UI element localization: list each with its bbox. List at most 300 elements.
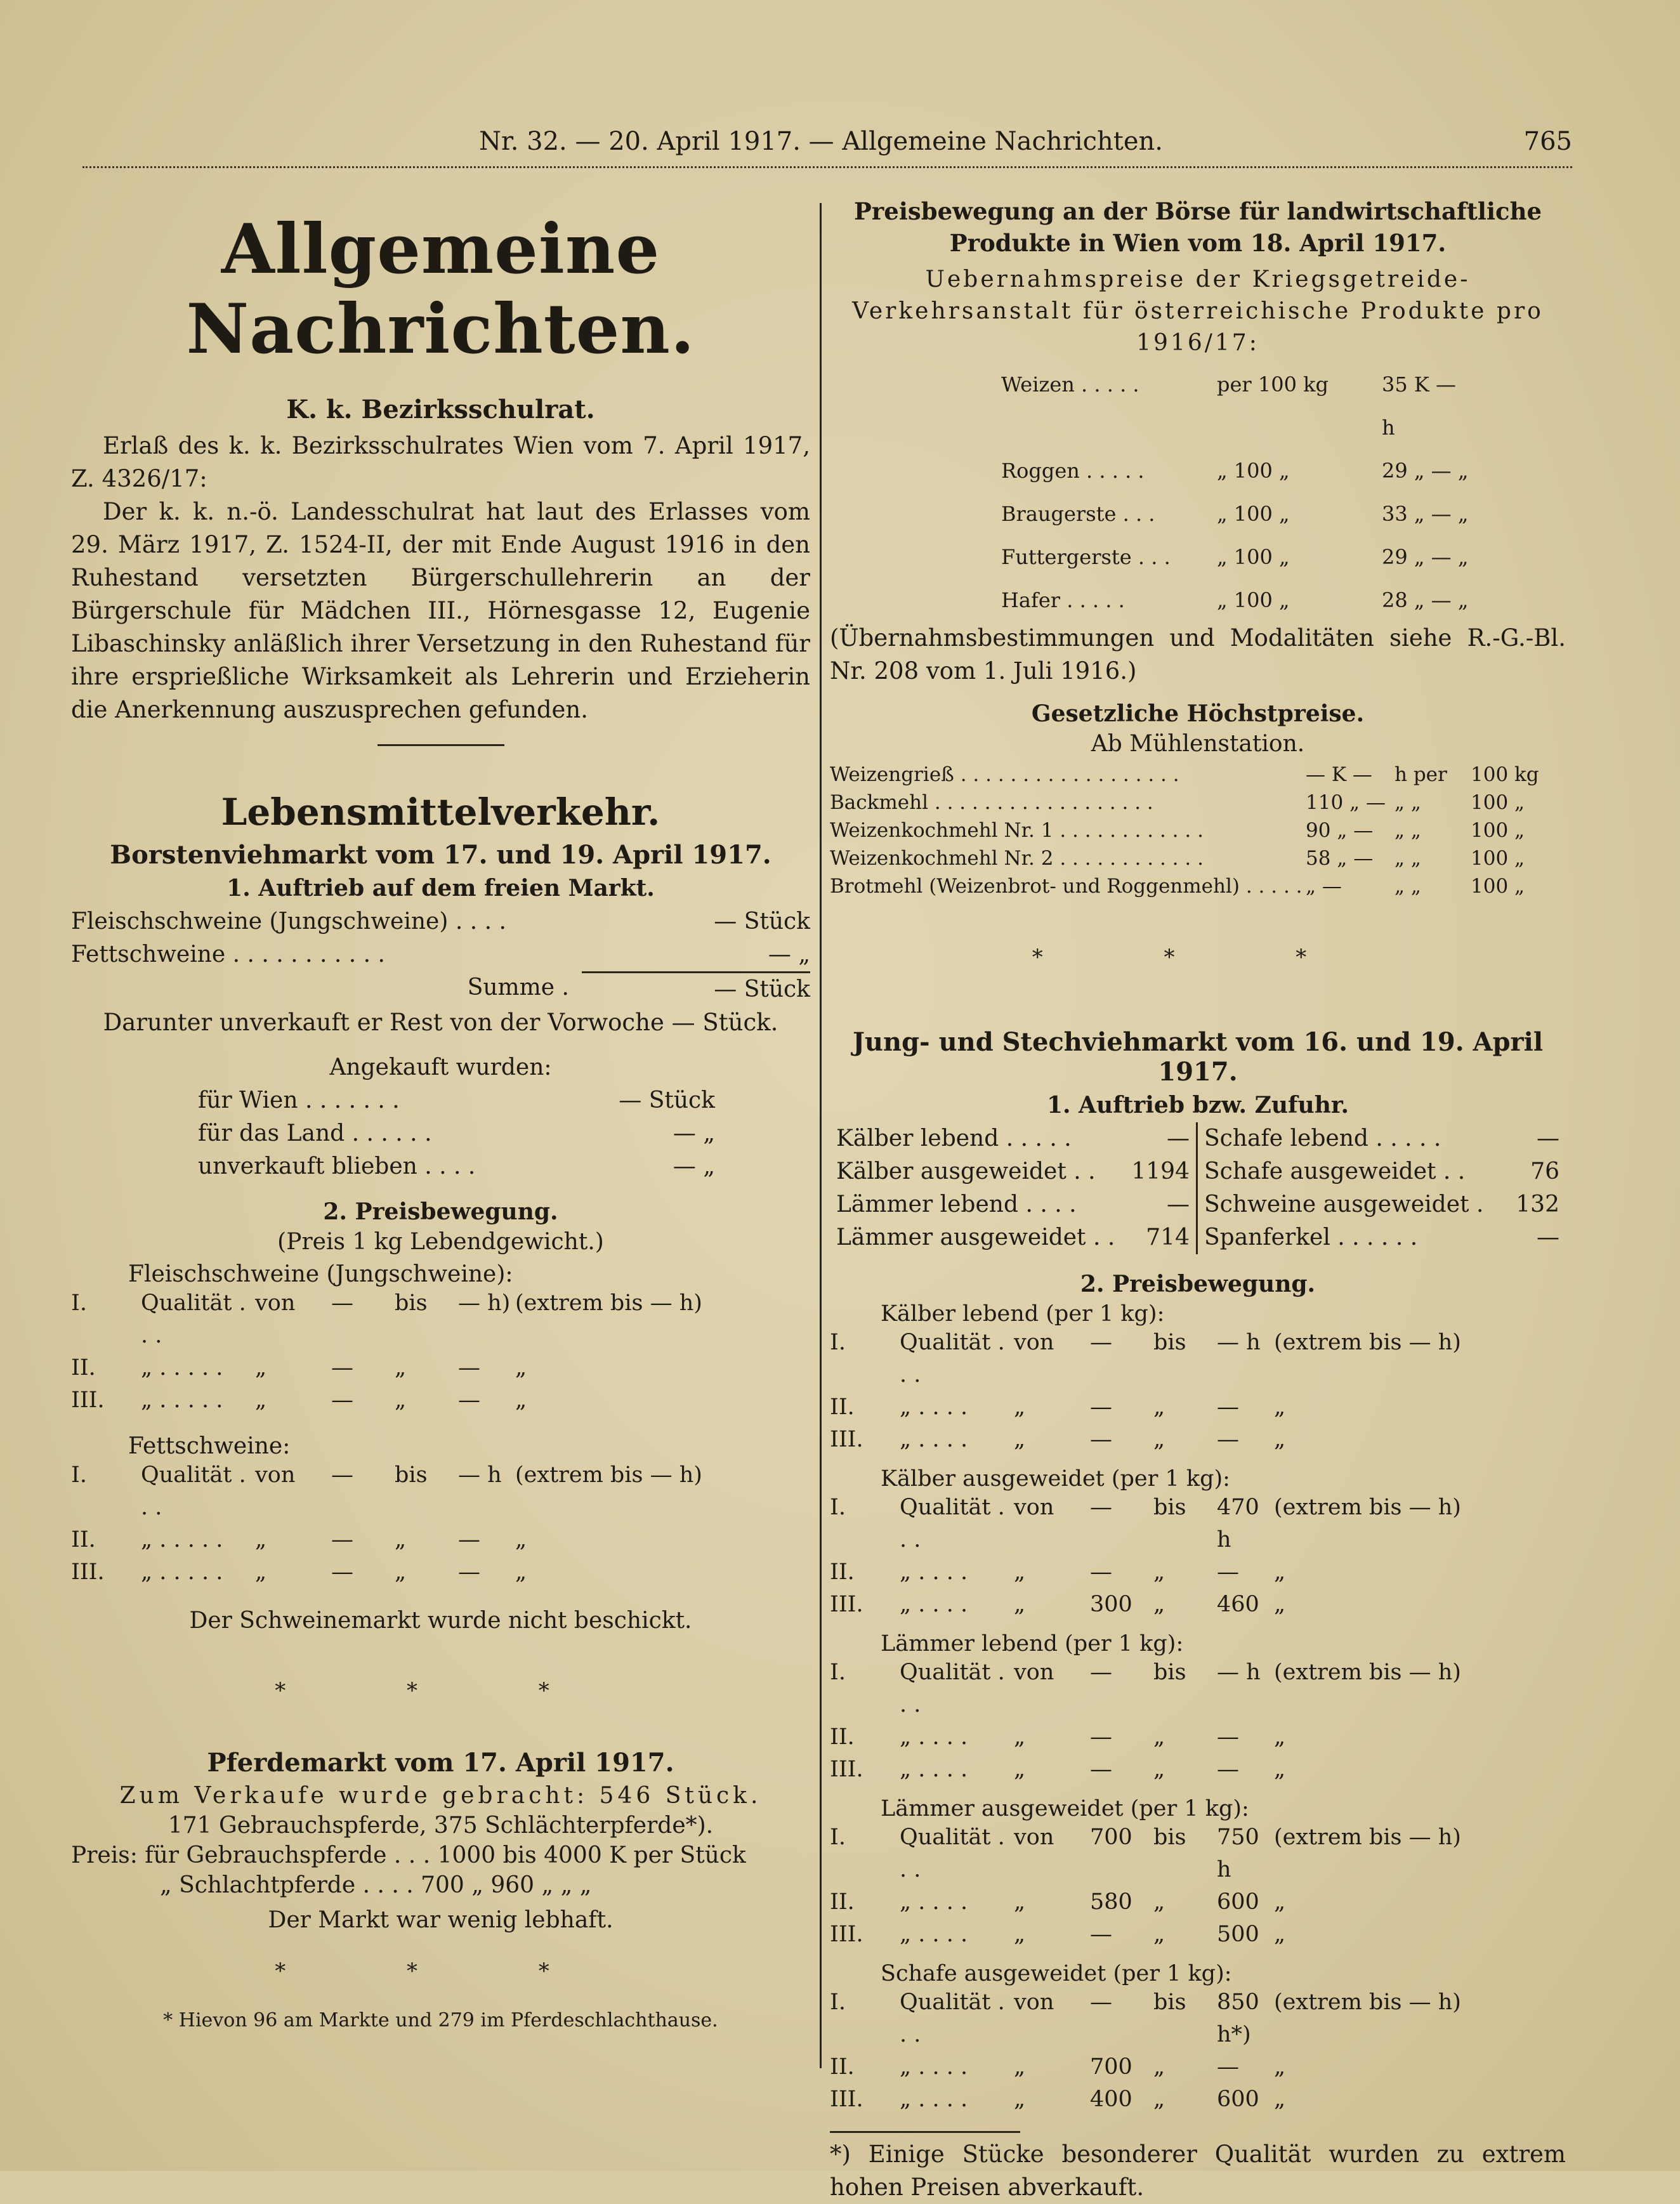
table-cell: „ . . . . bbox=[900, 2087, 968, 2112]
group-title: Kälber lebend (per 1 kg): bbox=[881, 1301, 1165, 1327]
table-cell: — h bbox=[1217, 1330, 1261, 1355]
table-row bbox=[830, 2083, 1566, 2116]
table-cell: — bbox=[458, 1387, 480, 1413]
table-cell: 110 „ — bbox=[1306, 791, 1386, 814]
table-cell: „ bbox=[1014, 1559, 1026, 1585]
table-cell: „ bbox=[1274, 1592, 1286, 1617]
table-row bbox=[830, 1155, 1198, 1188]
price-group bbox=[830, 1961, 1566, 2116]
table-cell: von bbox=[1014, 1495, 1054, 1520]
table-cell: (extrem bis — h) bbox=[1274, 1495, 1461, 1520]
table-cell: (extrem bis — h) bbox=[1274, 1660, 1461, 1685]
table-row bbox=[830, 1221, 1198, 1254]
table-cell: „ bbox=[395, 1387, 407, 1413]
erlass-body: Der k. k. n.-ö. Landesschulrat hat laut des Erlasses vom 29. März 1917, Z. 1524-II, der mit Ende August 1916 in den Ruhestand versetzten Bürgerschullehrerin an der Bürgerschule für Mädchen III., Hörnesgasse 12, Eugenie Libaschinsky anläßlich ihrer Versetzung in den Ruhestand für ihre ersprießliche Wirksamkeit als Lehrerin und Erzieherin die Anerkennung auszusprechen gefunden. bbox=[71, 498, 810, 723]
pferd-preis2: „ Schlachtpferde . . . . 700 „ 960 „ „ „ bbox=[160, 1872, 592, 1898]
table-cell: „ bbox=[1014, 2054, 1026, 2080]
table-row bbox=[1198, 1221, 1566, 1254]
table-cell: „ bbox=[1153, 1559, 1165, 1585]
table-cell: 100 kg bbox=[1471, 763, 1539, 786]
price-group bbox=[830, 1466, 1566, 1621]
table-cell: 750 h bbox=[1217, 1825, 1259, 1882]
table-cell: — bbox=[331, 1527, 353, 1552]
table-cell: — bbox=[331, 1290, 353, 1316]
table-cell: 470 h bbox=[1217, 1495, 1259, 1552]
table-cell: „ bbox=[1274, 2087, 1286, 2112]
table-cell: 76 bbox=[1530, 1158, 1559, 1184]
table-cell: bis bbox=[1153, 1990, 1186, 2015]
table-cell: „ . . . . . bbox=[141, 1355, 223, 1381]
table-cell: 100 „ bbox=[1471, 875, 1525, 898]
preis-subheading: (Preis 1 kg Lebendgewicht.) bbox=[277, 1229, 604, 1255]
main-title: Allgemeine Nachrichten. bbox=[186, 209, 695, 369]
table-cell: bis bbox=[395, 1462, 428, 1488]
table-cell: unverkauft blieben . . . . bbox=[198, 1153, 476, 1179]
table-cell: 29 „ — „ bbox=[1382, 545, 1469, 569]
table-cell: Qualität . . . bbox=[900, 1990, 1005, 2047]
table-cell: „ bbox=[1153, 1592, 1165, 1617]
table-cell: Summe . bbox=[467, 974, 569, 1000]
table-cell: „ bbox=[1274, 2054, 1286, 2080]
table-cell: Kälber lebend . . . . . bbox=[836, 1125, 1072, 1151]
table-cell: bis bbox=[1153, 1495, 1186, 1520]
table-cell: — Stück bbox=[714, 908, 810, 935]
table-cell: III. bbox=[830, 2087, 863, 2112]
table-cell: — bbox=[1217, 1427, 1239, 1452]
table-cell: Kälber ausgeweidet . . bbox=[836, 1158, 1096, 1184]
group-table bbox=[830, 1821, 1566, 1951]
table-cell: „ bbox=[395, 1527, 407, 1552]
erlass-intro: Erlaß des k. k. Bezirksschulrates Wien vom 7. April 1917, Z. 4326/17: bbox=[71, 432, 810, 492]
price-group bbox=[830, 1301, 1566, 1456]
table-row bbox=[830, 761, 1566, 789]
table-cell: — bbox=[1537, 1224, 1559, 1250]
table-cell: 580 bbox=[1090, 1889, 1132, 1915]
table-cell: III. bbox=[71, 1559, 105, 1585]
mill-table bbox=[830, 761, 1566, 900]
table-cell: — bbox=[1090, 1330, 1112, 1355]
table-cell: III. bbox=[830, 1427, 863, 1452]
table-cell: Roggen . . . . . bbox=[1001, 459, 1145, 483]
table-cell: — bbox=[1090, 1990, 1112, 2015]
table-cell: II. bbox=[830, 1889, 855, 1915]
table-cell: — bbox=[1090, 1394, 1112, 1420]
table-cell: „ bbox=[1014, 1394, 1026, 1420]
table-cell: — „ bbox=[673, 1153, 715, 1179]
group-title: Lämmer ausgeweidet (per 1 kg): bbox=[881, 1796, 1249, 1821]
table-cell: — K — bbox=[1306, 763, 1372, 786]
table-cell: II. bbox=[830, 1559, 855, 1585]
auftrieb-list bbox=[71, 905, 810, 1006]
table-cell: „ „ bbox=[1395, 819, 1421, 842]
table-cell: I. bbox=[71, 1290, 87, 1316]
table-cell: — bbox=[1090, 1724, 1112, 1750]
table-cell: I. bbox=[830, 1825, 846, 1850]
table-cell: — bbox=[458, 1559, 480, 1585]
table-cell: 700 bbox=[1090, 2054, 1132, 2080]
table-cell: für das Land . . . . . . bbox=[198, 1120, 432, 1146]
auftrieb-heading: 1. Auftrieb auf dem freien Markt. bbox=[226, 875, 655, 902]
table-cell: — bbox=[1217, 2054, 1239, 2080]
price-group bbox=[830, 1796, 1566, 1951]
table-cell: „ bbox=[515, 1387, 527, 1413]
table-cell: „ bbox=[1153, 1427, 1165, 1452]
footnote-rule bbox=[830, 2131, 1020, 2133]
table-row bbox=[830, 1556, 1566, 1589]
table-cell: „ . . . . bbox=[900, 1922, 968, 1947]
table-cell: „ bbox=[1153, 1724, 1165, 1750]
group-table bbox=[830, 1656, 1566, 1786]
table-cell: „ . . . . bbox=[900, 1724, 968, 1750]
table-cell: „ bbox=[1153, 1757, 1165, 1782]
table-cell: 460 bbox=[1217, 1592, 1259, 1617]
table-cell: II. bbox=[830, 2054, 855, 2080]
table-cell: 700 bbox=[1090, 1825, 1132, 1850]
page-number: 765 bbox=[1523, 127, 1572, 156]
table-cell: „ . . . . bbox=[900, 1559, 968, 1585]
table-row bbox=[71, 1287, 810, 1352]
list-item bbox=[71, 971, 810, 1006]
table-cell: „ bbox=[1274, 1427, 1286, 1452]
table-cell: „ bbox=[1014, 1427, 1026, 1452]
table-cell: bis bbox=[395, 1290, 428, 1316]
table-row bbox=[1198, 1188, 1566, 1221]
table-cell: Qualität . . . bbox=[141, 1462, 246, 1520]
table-cell: (extrem bis — h) bbox=[515, 1290, 702, 1316]
table-cell: „ bbox=[395, 1559, 407, 1585]
table-cell: „ bbox=[1014, 1889, 1026, 1915]
lebensmittel-heading: Lebensmittelverkehr. bbox=[221, 790, 660, 834]
table-cell: — bbox=[458, 1355, 480, 1381]
pferd-note: Der Markt war wenig lebhaft. bbox=[268, 1907, 614, 1933]
table-cell: II. bbox=[71, 1355, 96, 1381]
table-cell: „ . . . . bbox=[900, 2054, 968, 2080]
table-row bbox=[830, 1656, 1566, 1721]
table-cell: 600 bbox=[1217, 1889, 1259, 1915]
table-cell: „ 100 „ bbox=[1217, 502, 1290, 526]
table-row bbox=[830, 1188, 1198, 1221]
table-row bbox=[1001, 449, 1566, 492]
table-cell: „ . . . . bbox=[900, 1889, 968, 1915]
table-cell: „ bbox=[1153, 1394, 1165, 1420]
table-cell: — h bbox=[1217, 1660, 1261, 1685]
table-row bbox=[71, 1459, 810, 1524]
table-cell: III. bbox=[830, 1757, 863, 1782]
table-cell: Brotmehl (Weizenbrot- und Roggenmehl) . . . . . bbox=[830, 875, 1303, 898]
group-title: Kälber ausgeweidet (per 1 kg): bbox=[881, 1466, 1230, 1492]
table-cell: Schweine ausgeweidet . bbox=[1204, 1191, 1484, 1217]
fleisch-table bbox=[71, 1287, 810, 1417]
table-cell: „ — bbox=[1306, 875, 1342, 898]
table-cell: „ bbox=[1153, 2054, 1165, 2080]
table-cell: Qualität . . . bbox=[141, 1290, 246, 1348]
table-cell: „ „ bbox=[1395, 875, 1421, 898]
table-cell: „ bbox=[255, 1387, 267, 1413]
table-cell: — bbox=[331, 1462, 353, 1488]
table-cell: „ bbox=[255, 1355, 267, 1381]
table-cell: bis bbox=[1153, 1330, 1186, 1355]
footnote: * Hievon 96 am Markte und 279 im Pferdeschlachthause. bbox=[163, 2009, 718, 2031]
table-cell: — bbox=[331, 1559, 353, 1585]
jungvieh-heading: Jung- und Stechviehmarkt vom 16. und 19. April 1917. bbox=[852, 1027, 1544, 1087]
table-cell: „ bbox=[1153, 1889, 1165, 1915]
table-cell: „ bbox=[1274, 1757, 1286, 1782]
table-cell: I. bbox=[830, 1990, 846, 2015]
table-cell: Hafer . . . . . bbox=[1001, 588, 1125, 612]
table-cell: 100 „ bbox=[1471, 819, 1525, 842]
table-row bbox=[830, 1327, 1566, 1391]
table-cell: „ 100 „ bbox=[1217, 545, 1290, 569]
table-cell: von bbox=[255, 1462, 296, 1488]
rest-line: Darunter unverkauft er Rest von der Vorwoche — Stück. bbox=[103, 1009, 778, 1036]
table-cell: „ bbox=[1274, 1724, 1286, 1750]
table-cell: (extrem bis — h) bbox=[515, 1462, 702, 1488]
table-cell: Backmehl . . . . . . . . . . . . . . . . . . bbox=[830, 791, 1153, 814]
table-cell: — h bbox=[458, 1462, 502, 1488]
table-cell: Spanferkel . . . . . . bbox=[1204, 1224, 1418, 1250]
pferd-line2: 171 Gebrauchspferde, 375 Schlächterpferde*). bbox=[167, 1813, 714, 1839]
table-cell: „ bbox=[255, 1559, 267, 1585]
group-title: Lämmer lebend (per 1 kg): bbox=[881, 1631, 1184, 1656]
table-row bbox=[830, 1754, 1566, 1786]
group-table bbox=[830, 1327, 1566, 1456]
table-cell: „ bbox=[395, 1355, 407, 1381]
table-row bbox=[71, 1352, 810, 1384]
table-cell: „ . . . . bbox=[900, 1394, 968, 1420]
table-cell: I. bbox=[830, 1495, 846, 1520]
table-cell: 300 bbox=[1090, 1592, 1132, 1617]
table-row bbox=[71, 1524, 810, 1556]
table-cell: 100 „ bbox=[1471, 791, 1525, 814]
table-cell: 29 „ — „ bbox=[1382, 459, 1469, 483]
angekauft-list bbox=[71, 1084, 810, 1183]
table-row bbox=[830, 1424, 1566, 1456]
list-item bbox=[198, 1117, 715, 1150]
table-cell: (extrem bis — h) bbox=[1274, 1330, 1461, 1355]
table-cell: „ 100 „ bbox=[1217, 459, 1290, 483]
table-cell: — bbox=[458, 1527, 480, 1552]
table-cell: — bbox=[1167, 1191, 1190, 1217]
schweinemarkt-note: Der Schweinemarkt wurde nicht beschickt. bbox=[189, 1608, 692, 1634]
table-cell: „ bbox=[1014, 1724, 1026, 1750]
table-cell: 850 h*) bbox=[1217, 1990, 1259, 2047]
table-cell: Weizen . . . . . bbox=[1001, 372, 1139, 397]
group-table bbox=[830, 1492, 1566, 1621]
table-cell: 33 „ — „ bbox=[1382, 502, 1469, 526]
table-cell: — Stück bbox=[582, 971, 810, 1006]
table-row bbox=[830, 1391, 1566, 1424]
table-row bbox=[830, 1589, 1566, 1621]
table-cell: — h) bbox=[458, 1290, 511, 1316]
table-cell: bis bbox=[1153, 1660, 1186, 1685]
angekauft-heading: Angekauft wurden: bbox=[329, 1054, 552, 1080]
table-cell: „ . . . . . bbox=[141, 1387, 223, 1413]
table-cell: — „ bbox=[768, 941, 810, 968]
list-item bbox=[71, 938, 810, 971]
footnote: *) Einige Stücke besonderer Qualität wurden zu extrem hohen Preisen abverkauft. bbox=[830, 2141, 1566, 2201]
table-row bbox=[830, 1721, 1566, 1754]
table-row bbox=[1001, 492, 1566, 535]
table-row bbox=[1001, 579, 1566, 622]
table-cell: I. bbox=[830, 1660, 846, 1685]
table-cell: Qualität . . . bbox=[900, 1495, 1005, 1552]
table-cell: „ . . . . . bbox=[141, 1527, 223, 1552]
table-cell: Qualität . . . bbox=[900, 1825, 1005, 1882]
fleisch-heading: Fleischschweine (Jungschweine): bbox=[128, 1261, 513, 1287]
table-cell: „ bbox=[515, 1527, 527, 1552]
price-group bbox=[830, 1631, 1566, 1786]
table-cell: von bbox=[1014, 1660, 1054, 1685]
table-cell: „ bbox=[1274, 1889, 1286, 1915]
pferd-preis1: Preis: für Gebrauchspferde . . . 1000 bis 4000 K per Stück bbox=[71, 1842, 746, 1868]
table-cell: von bbox=[255, 1290, 296, 1316]
table-row bbox=[830, 1919, 1566, 1951]
column-divider bbox=[820, 203, 822, 2068]
table-cell: „ „ bbox=[1395, 791, 1421, 814]
header-rule bbox=[82, 166, 1572, 168]
jung-auftrieb-heading: 1. Auftrieb bzw. Zufuhr. bbox=[1046, 1092, 1349, 1118]
table-cell: — bbox=[331, 1355, 353, 1381]
table-cell: „ bbox=[1153, 2087, 1165, 2112]
table-cell: „ bbox=[1014, 2087, 1026, 2112]
grain-table bbox=[830, 363, 1566, 622]
table-cell: „ . . . . bbox=[900, 1757, 968, 1782]
table-row bbox=[830, 817, 1566, 844]
table-cell: „ bbox=[515, 1355, 527, 1381]
table-cell: — bbox=[1090, 1427, 1112, 1452]
muehlen-heading: Ab Mühlenstation. bbox=[1091, 731, 1305, 757]
table-cell: Weizengrieß . . . . . . . . . . . . . . . . . . bbox=[830, 763, 1179, 786]
preisbewegung-heading: 2. Preisbewegung. bbox=[323, 1198, 558, 1225]
section-stars: * * * bbox=[1032, 945, 1364, 970]
table-cell: — bbox=[1217, 1559, 1239, 1585]
table-cell: I. bbox=[830, 1330, 846, 1355]
table-cell: bis bbox=[1153, 1825, 1186, 1850]
table-cell: — Stück bbox=[619, 1087, 715, 1113]
auftrieb-table bbox=[830, 1122, 1566, 1254]
list-item bbox=[198, 1084, 715, 1117]
table-cell: 600 bbox=[1217, 2087, 1259, 2112]
table-cell: — bbox=[1217, 1757, 1239, 1782]
running-header bbox=[70, 127, 1572, 165]
table-cell: „ bbox=[255, 1527, 267, 1552]
table-cell: „ bbox=[1014, 1592, 1026, 1617]
table-cell: Lämmer ausgeweidet . . bbox=[836, 1224, 1115, 1250]
table-cell: 132 bbox=[1516, 1191, 1559, 1217]
table-cell: „ . . . . . bbox=[141, 1559, 223, 1585]
section-stars: * * * bbox=[275, 1678, 607, 1703]
table-cell: — „ bbox=[673, 1120, 715, 1146]
table-cell: I. bbox=[71, 1462, 87, 1488]
table-cell: II. bbox=[830, 1724, 855, 1750]
table-cell: III. bbox=[830, 1922, 863, 1947]
table-cell: (extrem bis — h) bbox=[1274, 1825, 1461, 1850]
table-row bbox=[1001, 363, 1566, 449]
table-cell: — bbox=[1090, 1559, 1112, 1585]
table-cell: 1194 bbox=[1131, 1158, 1190, 1184]
table-cell: 90 „ — bbox=[1306, 819, 1374, 842]
table-cell: „ bbox=[1274, 1394, 1286, 1420]
table-cell: Lämmer lebend . . . . bbox=[836, 1191, 1077, 1217]
table-cell: „ bbox=[1274, 1559, 1286, 1585]
table-row bbox=[830, 1821, 1566, 1886]
table-cell: h per bbox=[1395, 763, 1447, 786]
right-column bbox=[830, 190, 1566, 2204]
table-cell: 500 bbox=[1217, 1922, 1259, 1947]
fett-heading: Fettschweine: bbox=[128, 1433, 291, 1459]
table-cell: per 100 kg bbox=[1217, 372, 1329, 397]
table-cell: von bbox=[1014, 1825, 1054, 1850]
table-row bbox=[830, 1886, 1566, 1919]
table-cell: von bbox=[1014, 1990, 1054, 2015]
uebernahme-line: Uebernahmspreise der Kriegsgetreide-Verkehrsanstalt für österreichische Produkte pro 1916/17: bbox=[852, 266, 1544, 356]
table-cell: Qualität . . . bbox=[900, 1330, 1005, 1387]
table-cell: „ bbox=[1274, 1922, 1286, 1947]
header-title: Nr. 32. — 20. April 1917. — Allgemeine Nachrichten. bbox=[479, 127, 1163, 156]
pferdemarkt-heading: Pferdemarkt vom 17. April 1917. bbox=[207, 1748, 674, 1778]
table-cell: „ bbox=[1153, 1922, 1165, 1947]
grain-note: (Übernahmsbestimmungen und Modalitäten siehe R.-G.-Bl. Nr. 208 vom 1. Juli 1916.) bbox=[830, 624, 1566, 685]
table-row bbox=[830, 2051, 1566, 2083]
table-cell: Fettschweine . . . . . . . . . . . bbox=[71, 941, 385, 968]
table-cell: — bbox=[1090, 1495, 1112, 1520]
table-cell: Futtergerste . . . bbox=[1001, 545, 1171, 569]
table-cell: „ . . . . bbox=[900, 1427, 968, 1452]
table-cell: II. bbox=[830, 1394, 855, 1420]
section-rule bbox=[377, 744, 504, 746]
table-row bbox=[1001, 535, 1566, 579]
table-cell: Qualität . . . bbox=[900, 1660, 1005, 1717]
table-cell: „ . . . . bbox=[900, 1592, 968, 1617]
table-row bbox=[830, 1492, 1566, 1556]
table-cell: III. bbox=[830, 1592, 863, 1617]
pferd-line1: Zum Verkaufe wurde gebracht: 546 Stück. bbox=[119, 1783, 762, 1809]
table-cell: 58 „ — bbox=[1306, 847, 1374, 870]
table-row bbox=[830, 1986, 1566, 2051]
table-row bbox=[1198, 1155, 1566, 1188]
boerse-heading: Preisbewegung an der Börse für landwirtschaftliche Produkte in Wien vom 18. April 1917. bbox=[853, 197, 1542, 257]
table-row bbox=[71, 1556, 810, 1589]
left-column bbox=[71, 190, 810, 2035]
table-cell: — bbox=[1090, 1922, 1112, 1947]
table-row bbox=[830, 1122, 1198, 1155]
price-groups bbox=[830, 1301, 1566, 2116]
table-cell: — bbox=[1217, 1394, 1239, 1420]
table-row bbox=[830, 872, 1566, 900]
table-row bbox=[830, 789, 1566, 817]
table-row bbox=[1198, 1122, 1566, 1155]
table-cell: — bbox=[331, 1387, 353, 1413]
table-cell: — bbox=[1537, 1125, 1559, 1151]
borstenvieh-heading: Borstenviehmarkt vom 17. und 19. April 1917. bbox=[110, 840, 771, 870]
table-cell: Weizenkochmehl Nr. 1 . . . . . . . . . . . . bbox=[830, 819, 1204, 842]
table-cell: II. bbox=[71, 1527, 96, 1552]
table-cell: Weizenkochmehl Nr. 2 . . . . . . . . . . . . bbox=[830, 847, 1204, 870]
table-cell: „ „ bbox=[1395, 847, 1421, 870]
bezirksschulrat-heading: K. k. Bezirksschulrat. bbox=[286, 395, 595, 424]
table-cell: 35 K — h bbox=[1382, 372, 1456, 440]
group-table bbox=[830, 1986, 1566, 2116]
table-cell: von bbox=[1014, 1330, 1054, 1355]
table-cell: Fleischschweine (Jungschweine) . . . . bbox=[71, 908, 506, 935]
table-cell: — bbox=[1167, 1125, 1190, 1151]
table-row bbox=[830, 844, 1566, 872]
table-cell: — bbox=[1217, 1724, 1239, 1750]
table-cell: „ 100 „ bbox=[1217, 588, 1290, 612]
fett-table bbox=[71, 1459, 810, 1589]
table-cell: — bbox=[1090, 1660, 1112, 1685]
table-cell: Schafe lebend . . . . . bbox=[1204, 1125, 1441, 1151]
